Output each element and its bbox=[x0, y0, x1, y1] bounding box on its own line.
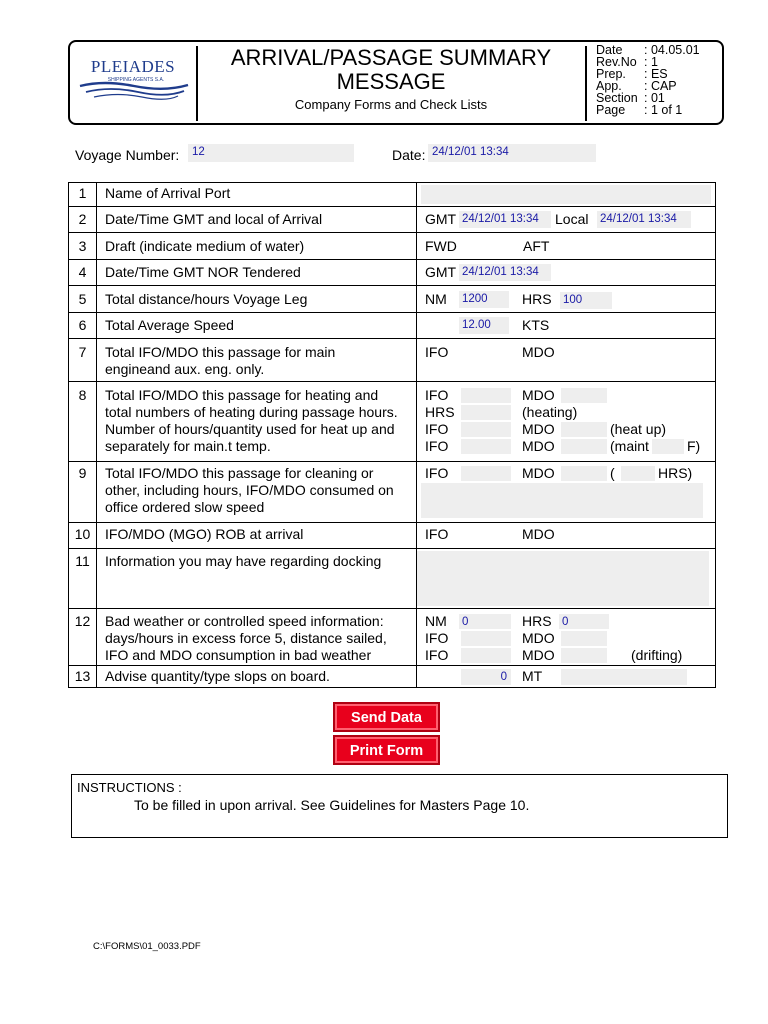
ifo-label: IFO bbox=[425, 647, 449, 663]
meta-revno-label: Rev.No bbox=[596, 55, 637, 69]
row-description: Date/Time GMT NOR Tendered bbox=[105, 264, 301, 280]
nor-gmt-field[interactable]: 24/12/01 13:34 bbox=[459, 264, 551, 281]
hrs-label: HRS bbox=[522, 291, 552, 307]
pleiades-logo bbox=[74, 52, 192, 102]
mdo-label: MDO bbox=[522, 647, 555, 663]
arrival-port-field[interactable] bbox=[421, 185, 711, 204]
fwd-label: FWD bbox=[425, 238, 457, 254]
cleaning-mdo-field[interactable] bbox=[561, 466, 607, 481]
row-description-line: separately for main.t temp. bbox=[105, 438, 271, 454]
mdo-label: MDO bbox=[522, 438, 555, 454]
ifo-label: IFO bbox=[425, 465, 449, 481]
voyage-hours-field[interactable]: 100 bbox=[560, 292, 612, 309]
row-number: 4 bbox=[78, 264, 87, 280]
row-description-line: days/hours in excess force 5, distance sailed, bbox=[105, 630, 387, 646]
heating-ifo-field[interactable] bbox=[461, 388, 511, 403]
row-number: 3 bbox=[78, 238, 87, 254]
row-description-line: Bad weather or controlled speed information: bbox=[105, 613, 384, 629]
form-title-line1: ARRIVAL/PASSAGE SUMMARY bbox=[230, 45, 552, 70]
ifo-label: IFO bbox=[425, 387, 449, 403]
meta-revno-value: : 1 bbox=[644, 55, 658, 69]
row-number: 5 bbox=[78, 291, 87, 307]
bad-weather-ifo-field[interactable] bbox=[461, 631, 511, 646]
hrs-label: HRS bbox=[522, 613, 552, 629]
maint-temp-field[interactable] bbox=[652, 439, 684, 454]
row-description: Name of Arrival Port bbox=[105, 185, 231, 201]
row-description: Advise quantity/type slops on board. bbox=[105, 668, 330, 684]
voyage-number-field[interactable]: 12 bbox=[188, 144, 354, 162]
instructions-text: To be filled in upon arrival. See Guidelines for Masters Page 10. bbox=[134, 797, 530, 813]
row-description-line: Total IFO/MDO this passage for heating and bbox=[105, 387, 379, 403]
open-paren: ( bbox=[610, 465, 615, 481]
drifting-ifo-field[interactable] bbox=[461, 648, 511, 663]
maint-label: (maint bbox=[610, 438, 649, 454]
row-description-line: Number of hours/quantity used for heat up and bbox=[105, 421, 395, 437]
heat-up-label: (heat up) bbox=[610, 421, 667, 437]
bad-weather-mdo-field[interactable] bbox=[561, 631, 607, 646]
row-description-line: office ordered slow speed bbox=[105, 499, 265, 515]
file-path-footer: C:\FORMS\01_0033.PDF bbox=[93, 941, 201, 952]
gmt-label: GMT bbox=[425, 211, 457, 227]
row-number: 11 bbox=[75, 553, 90, 569]
ifo-label: IFO bbox=[425, 344, 449, 360]
meta-date-value: : 04.05.01 bbox=[644, 43, 700, 57]
meta-app-value: : CAP bbox=[644, 79, 677, 93]
row-description: Information you may have regarding docking bbox=[105, 553, 382, 569]
row-description-line: Total IFO/MDO this passage for main bbox=[105, 344, 336, 360]
arrival-gmt-field[interactable]: 24/12/01 13:34 bbox=[459, 211, 551, 228]
header-divider bbox=[585, 46, 587, 121]
heatup-mdo-field[interactable] bbox=[561, 422, 607, 437]
mdo-label: MDO bbox=[522, 421, 555, 437]
row-number: 2 bbox=[78, 211, 87, 227]
slops-type-field[interactable] bbox=[561, 669, 687, 685]
slops-quantity-field[interactable]: 0 bbox=[461, 669, 511, 685]
arrival-summary-table bbox=[68, 182, 716, 688]
arrival-local-field[interactable]: 24/12/01 13:34 bbox=[597, 211, 691, 228]
meta-section-value: : 01 bbox=[644, 91, 665, 105]
header-divider bbox=[196, 46, 198, 121]
row-description-line: Total IFO/MDO this passage for cleaning or bbox=[105, 465, 374, 481]
date-field[interactable]: 24/12/01 13:34 bbox=[428, 144, 596, 162]
maint-ifo-field[interactable] bbox=[461, 439, 511, 454]
row-description: Total Average Speed bbox=[105, 317, 234, 333]
aft-label: AFT bbox=[523, 238, 550, 254]
row-number: 12 bbox=[74, 613, 91, 629]
form-title-line2: MESSAGE bbox=[336, 69, 446, 94]
instructions-box bbox=[71, 774, 728, 838]
local-label: Local bbox=[555, 211, 589, 227]
kts-label: KTS bbox=[522, 317, 550, 333]
maint-mdo-field[interactable] bbox=[561, 439, 607, 454]
mdo-label: MDO bbox=[522, 630, 555, 646]
row-number: 10 bbox=[74, 526, 91, 542]
form-subtitle: Company Forms and Check Lists bbox=[294, 97, 488, 112]
mdo-label: MDO bbox=[522, 387, 555, 403]
gmt-label: GMT bbox=[425, 264, 457, 280]
meta-date-label: Date bbox=[596, 43, 623, 57]
ifo-label: IFO bbox=[425, 526, 449, 542]
row-number: 6 bbox=[78, 317, 87, 333]
row-number: 7 bbox=[78, 344, 87, 360]
ifo-label: IFO bbox=[425, 421, 449, 437]
mdo-label: MDO bbox=[522, 344, 555, 360]
ifo-label: IFO bbox=[425, 630, 449, 646]
row-description-line: IFO and MDO consumption in bad weather bbox=[105, 647, 372, 663]
docking-info-field[interactable] bbox=[417, 551, 709, 606]
ifo-label: IFO bbox=[425, 438, 449, 454]
cleaning-ifo-field[interactable] bbox=[461, 466, 511, 481]
bad-weather-hrs-field[interactable]: 0 bbox=[559, 614, 609, 629]
heatup-ifo-field[interactable] bbox=[461, 422, 511, 437]
meta-page-value: : 1 of 1 bbox=[644, 103, 683, 117]
nm-label: NM bbox=[425, 613, 447, 629]
drifting-mdo-field[interactable] bbox=[561, 648, 607, 663]
heating-label: (heating) bbox=[522, 404, 578, 420]
row-description: Date/Time GMT and local of Arrival bbox=[105, 211, 323, 227]
distance-nm-field[interactable]: 1200 bbox=[459, 291, 509, 308]
instructions-heading: INSTRUCTIONS : bbox=[77, 780, 182, 795]
row-description: IFO/MDO (MGO) ROB at arrival bbox=[105, 526, 304, 542]
row-description-line: total numbers of heating during passage hours. bbox=[105, 404, 398, 420]
send-data-button[interactable]: Send Data bbox=[333, 702, 440, 732]
heating-mdo-field[interactable] bbox=[561, 388, 607, 403]
hrs-close-label: HRS) bbox=[658, 465, 693, 481]
mdo-label: MDO bbox=[522, 526, 555, 542]
mdo-label: MDO bbox=[522, 465, 555, 481]
meta-page-label: Page bbox=[596, 103, 626, 117]
row-description: Draft (indicate medium of water) bbox=[105, 238, 305, 254]
row-description: Total distance/hours Voyage Leg bbox=[105, 291, 308, 307]
row-number: 8 bbox=[78, 387, 87, 403]
row-number: 9 bbox=[78, 465, 87, 481]
nm-label: NM bbox=[425, 291, 447, 307]
row-number: 13 bbox=[74, 668, 91, 684]
average-speed-field[interactable]: 12.00 bbox=[459, 317, 509, 334]
mt-label: MT bbox=[522, 668, 543, 684]
hrs-label: HRS bbox=[425, 404, 455, 420]
drifting-label: (drifting) bbox=[631, 647, 683, 663]
cleaning-notes-field[interactable] bbox=[421, 483, 703, 518]
voyage-number-label: Voyage Number: bbox=[75, 147, 180, 163]
form-header bbox=[68, 40, 724, 125]
date-label: Date: bbox=[392, 147, 426, 163]
meta-prep-label: Prep. bbox=[596, 67, 626, 81]
bad-weather-nm-field[interactable]: 0 bbox=[459, 614, 511, 629]
cleaning-hours-field[interactable] bbox=[621, 466, 655, 481]
svg-text:SHIPPING AGENTS S.A.: SHIPPING AGENTS S.A. bbox=[107, 77, 165, 83]
row-number: 1 bbox=[78, 185, 87, 201]
print-form-button[interactable]: Print Form bbox=[333, 735, 440, 765]
heating-hours-field[interactable] bbox=[461, 405, 511, 420]
fahrenheit-label: F) bbox=[687, 438, 701, 454]
row-description-line: other, including hours, IFO/MDO consumed on bbox=[105, 482, 394, 498]
meta-app-label: App. bbox=[596, 79, 622, 93]
row-description-line: engineand aux. eng. only. bbox=[105, 361, 265, 377]
meta-section-label: Section bbox=[596, 91, 638, 105]
svg-text:PLEIADES: PLEIADES bbox=[90, 57, 176, 76]
meta-prep-value: : ES bbox=[644, 67, 668, 81]
